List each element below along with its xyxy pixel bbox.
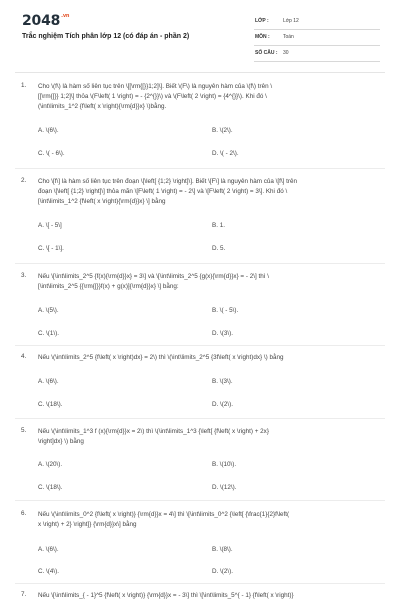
question-divider	[15, 500, 385, 501]
exam-meta-table	[254, 14, 380, 62]
option-d[interactable]: D. \(12\).	[212, 484, 237, 491]
site-logo[interactable]	[22, 13, 69, 29]
option-c[interactable]: C. \( - 6\).	[38, 150, 65, 157]
question-line: [\int\limits_1^2 {f\left( x \right){\rm{d}}x} \] bằng	[38, 198, 166, 205]
question-line: Cho \[f\] là hàm số liên tục trên đoạn \[\left[ {1;2} \right]\]. Biết \[F\] là nguyên hàm của \[f\] trên	[38, 178, 298, 185]
question-number: 4.	[21, 353, 27, 360]
question-line: [[\rm{[}} 1;2]\] thỏa \(F\left( 1 \right) = - {2^{}}\) và \(F\left( 2 \right) = {4^{}}\). Khi đó \	[38, 93, 267, 100]
exam-title: Trắc nghiệm Tích phân lớp 12 (có đáp án - phần 2)	[22, 33, 190, 40]
question-line: \right]dx} \) bằng	[38, 438, 84, 445]
option-d[interactable]: D. \(2\).	[212, 401, 233, 408]
option-b[interactable]: B. 1.	[212, 222, 225, 229]
header	[0, 0, 400, 70]
question-line: đoạn \[\left[ {1;2} \right]\] thỏa mãn \[F\left( 1 \right) = - 2\] và \[F\left( 2 \right) = 3\]. Khi đó \	[38, 188, 288, 195]
option-a[interactable]: A. \[ - 5\]	[38, 222, 62, 229]
option-a[interactable]: A. \(20\).	[38, 461, 63, 468]
meta-key: LỚP :	[255, 18, 269, 24]
question-number: 5.	[21, 427, 27, 434]
logo-suffix: .vn	[61, 13, 70, 19]
question-text	[38, 353, 378, 363]
option-a[interactable]: A. \(5\).	[38, 307, 59, 314]
meta-row-subject	[254, 30, 380, 46]
meta-value: 30	[283, 50, 289, 56]
meta-row-count	[254, 46, 380, 62]
option-a[interactable]: A. \(6\).	[38, 127, 59, 134]
option-b[interactable]: B. \(3\).	[212, 378, 233, 385]
meta-row-class	[254, 14, 380, 30]
question-line: Nếu \(\int\limits_0^2 {f\left( x \right)} {\rm{d}}x = 4\] thì \[\int\limits_0^2 {\left[ {\frac{1}{2}f\left(	[38, 511, 290, 518]
question-divider	[15, 418, 385, 419]
option-c[interactable]: C. \(1\).	[38, 330, 59, 337]
question-line: [\int\limits_2^5 {{\rm{[}}f(x) + g(x)]{\rm{d}}x} \] bằng:	[38, 283, 179, 290]
question-number: 7.	[21, 591, 27, 598]
question-divider	[15, 263, 385, 264]
option-c[interactable]: C. \(4\).	[38, 568, 59, 575]
question-text	[38, 177, 378, 207]
question-number: 1.	[21, 82, 27, 89]
meta-key: SỐ CÂU :	[255, 50, 278, 56]
option-a[interactable]: A. \(6\).	[38, 546, 59, 553]
option-d[interactable]: D. \(3\).	[212, 330, 233, 337]
question-divider	[15, 345, 385, 346]
option-b[interactable]: B. \( - 5\).	[212, 307, 239, 314]
option-c[interactable]: C. \[ - 1\].	[38, 245, 64, 252]
question-number: 3.	[21, 272, 27, 279]
option-a[interactable]: A. \(6\).	[38, 378, 59, 385]
question-line: Nếu \[\int\limits_{ - 1}^5 {f\left( x \right)} {\rm{d}}x = - 3\] thì \[\int\limits_5^{ - 1} {f\left( x \right)}	[38, 592, 294, 599]
question-divider	[15, 168, 385, 169]
option-b[interactable]: B. \(10\).	[212, 461, 237, 468]
question-line: Cho \(f\) là hàm số liên tục trên \[[\rm{[}}1;2]\]. Biết \(F\) là nguyên hàm của \(f\) trên \	[38, 83, 273, 90]
option-d[interactable]: D. \(2\).	[212, 568, 233, 575]
option-b[interactable]: B. \(8\).	[212, 546, 233, 553]
meta-key: MÔN :	[255, 34, 270, 40]
question-text	[38, 272, 378, 292]
option-c[interactable]: C. \(18\).	[38, 401, 63, 408]
header-divider	[15, 72, 385, 73]
option-b[interactable]: B. \(2\).	[212, 127, 233, 134]
question-text	[38, 427, 378, 447]
option-d[interactable]: D. \( - 2\).	[212, 150, 239, 157]
question-number: 6.	[21, 510, 27, 517]
option-c[interactable]: C. \(18\).	[38, 484, 63, 491]
question-text	[38, 82, 378, 112]
question-divider	[15, 583, 385, 584]
question-line: x \right) + 2} \right]} {\rm{d}}x\] bằng	[38, 521, 137, 528]
question-line: Nếu \(\int\limits_2^5 {f\left( x \right)dx} = 2\) thì \(\int\limits_2^5 {3f\left( x \right)dx} \) bằng	[38, 354, 284, 361]
logo-main: 2048	[22, 13, 61, 29]
meta-value: Lớp 12	[283, 18, 299, 24]
question-line: (\int\limits_1^2 {f\left( x \right){\rm{d}}x} \)bằng.	[38, 103, 167, 110]
meta-value: Toán	[283, 34, 294, 40]
question-number: 2.	[21, 177, 27, 184]
question-text	[38, 510, 378, 530]
question-line: Nếu \(\int\limits_1^3 f (x){\rm{d}}x = 2\) thì \(\int\limits_1^3 {\left[ {f\left( x \right) + 2x}	[38, 428, 269, 435]
question-line: Nếu \[\int\limits_2^5 {f(x){\rm{d}}x} = 3\] và \[\int\limits_2^5 {g(x){\rm{d}}x} = - 2\] thì \	[38, 273, 269, 280]
option-d[interactable]: D. 5.	[212, 245, 226, 252]
